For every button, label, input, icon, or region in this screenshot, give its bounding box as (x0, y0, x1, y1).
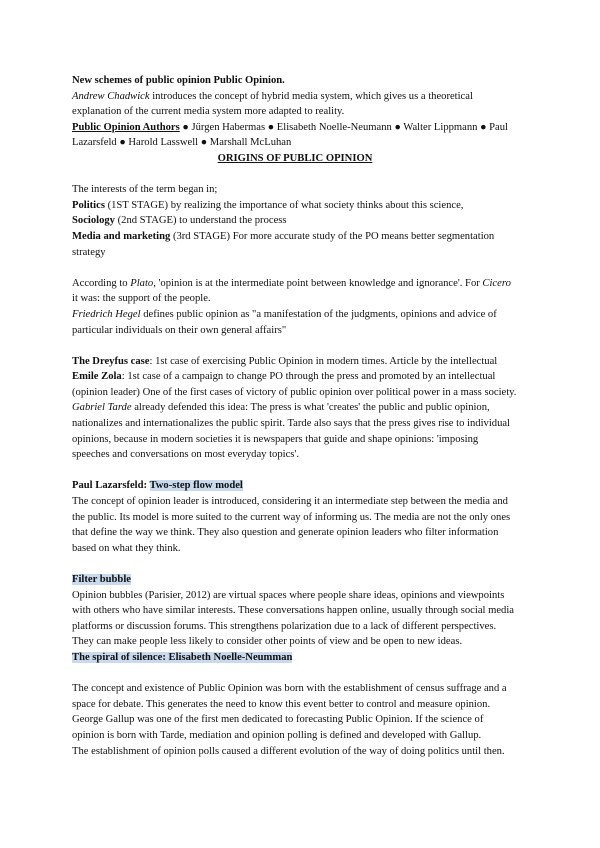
stage-politics (72, 198, 518, 214)
zola-text: : 1st case of a campaign to change PO through the press and promoted by an intellectual (opinion leader) One of the first cases of victory of public opinion over political power in a mass society. (72, 371, 517, 398)
stage-politics-label: Politics (72, 199, 105, 211)
plato-name: Plato (130, 277, 154, 289)
chadwick-paragraph (72, 89, 518, 120)
cicero-name: Cicero (482, 277, 511, 289)
hegel-name: Friedrich Hegel (72, 308, 141, 320)
plato-cicero-paragraph (72, 276, 518, 307)
cicero-text: it was: the support of the people. (72, 293, 211, 305)
authors-paragraph (72, 120, 518, 151)
plato-pre: According to (72, 277, 131, 289)
lazarsfeld-text: The concept of opinion leader is introduced, considering it an intermediate step between the media and the public. Its model is more suited to the current way of informing us. The media are not the only ones that define the way we think. They also question and generate opinion leaders who filter information based on what they think. (72, 496, 511, 554)
lazarsfeld-heading-plain: Paul Lazarsfeld: (72, 480, 150, 492)
zola-label: Emile Zola (72, 371, 122, 383)
filter-heading (72, 572, 518, 588)
lazarsfeld-heading-highlight: Two-step flow model (149, 480, 243, 492)
lazarsfeld-heading (72, 478, 518, 494)
tarde-text: already defended this idea: The press is what 'creates' the public and public opinion, nationalizes and internationalizes the public spirit. Tarde also says that the press gives rise to individual opinions, because in modern societies it is newspapers that guide and shape opinions: 'imposing speeches and conversations on most everyday topics'. (72, 402, 511, 461)
chadwick-name: Andrew Chadwick (72, 90, 150, 102)
hegel-paragraph (72, 307, 518, 338)
filter-heading-highlight: Filter bubble (72, 574, 131, 585)
origins-intro: The interests of the term began in; (72, 184, 218, 196)
origins-heading: ORIGINS OF PUBLIC OPINION (217, 152, 373, 164)
spiral-text-1: The concept and existence of Public Opinion was born with the establishment of census suffrage and a space for debate. This generates the need to know this event better to control and measure opinion. George Gallup was one of the first men dedicated to forecasting Public Opinion. If the science of opinion is born with Tarde, mediation and opinion polling is defined and developed with Gallup. (72, 683, 507, 741)
authors-list: ● Jürgen Habermas ● Elisabeth Noelle-Neumann ● Walter Lippmann ● Paul Lazarsfeld ● Harold Lasswell ● Marshall McLuhan (72, 121, 509, 149)
spiral-text-2: The establishment of opinion polls caused a different evolution of the way of doing politics until then. (72, 745, 505, 757)
stage-politics-text: (1ST STAGE) by realizing the importance of what society thinks about this science, (104, 199, 464, 211)
stage-sociology (72, 213, 518, 229)
filter-text: Opinion bubbles (Parisier, 2012) are virtual spaces where people share ideas, opinions and viewpoints with others who have similar interests. These conversations happen online, usually through social media platforms or discussion forums. This strengthens polarization due to a lack of different perspectives. They can make people less likely to consider other points of view and be open to new ideas. (72, 589, 514, 648)
stage-media (72, 229, 518, 260)
hegel-text: defines public opinion as "a manifestation of the judgments, opinions and advice of particular individuals on their own general affairs" (72, 308, 497, 336)
stage-sociology-text: (2nd STAGE) to understand the process (114, 215, 287, 227)
stage-media-label: Media and marketing (72, 230, 171, 242)
authors-label: Public Opinion Authors (72, 121, 180, 133)
tarde-paragraph (72, 400, 518, 462)
stage-media-text: (3rd STAGE) For more accurate study of the PO means better segmentation strategy (72, 230, 495, 258)
dreyfus-label: The Dreyfus case (72, 355, 150, 367)
plato-text: , 'opinion is at the intermediate point between knowledge and ignorance'. For (153, 277, 483, 289)
document-title: New schemes of public opinion Public Opinion. (72, 75, 285, 86)
stage-sociology-label: Sociology (72, 215, 115, 227)
tarde-name: Gabriel Tarde (72, 402, 132, 414)
dreyfus-text: : 1st case of exercising Public Opinion in modern times. Article by the intellectual (149, 355, 498, 367)
chadwick-text: introduces the concept of hybrid media system, which gives us a theoretical explanation of the current media system more adapted to reality. (72, 90, 473, 118)
spiral-heading-highlight: The spiral of silence: Elisabeth Noelle-Neumman (72, 651, 293, 663)
dreyfus-paragraph (72, 354, 518, 370)
zola-paragraph (72, 369, 518, 400)
spiral-heading (72, 650, 518, 666)
